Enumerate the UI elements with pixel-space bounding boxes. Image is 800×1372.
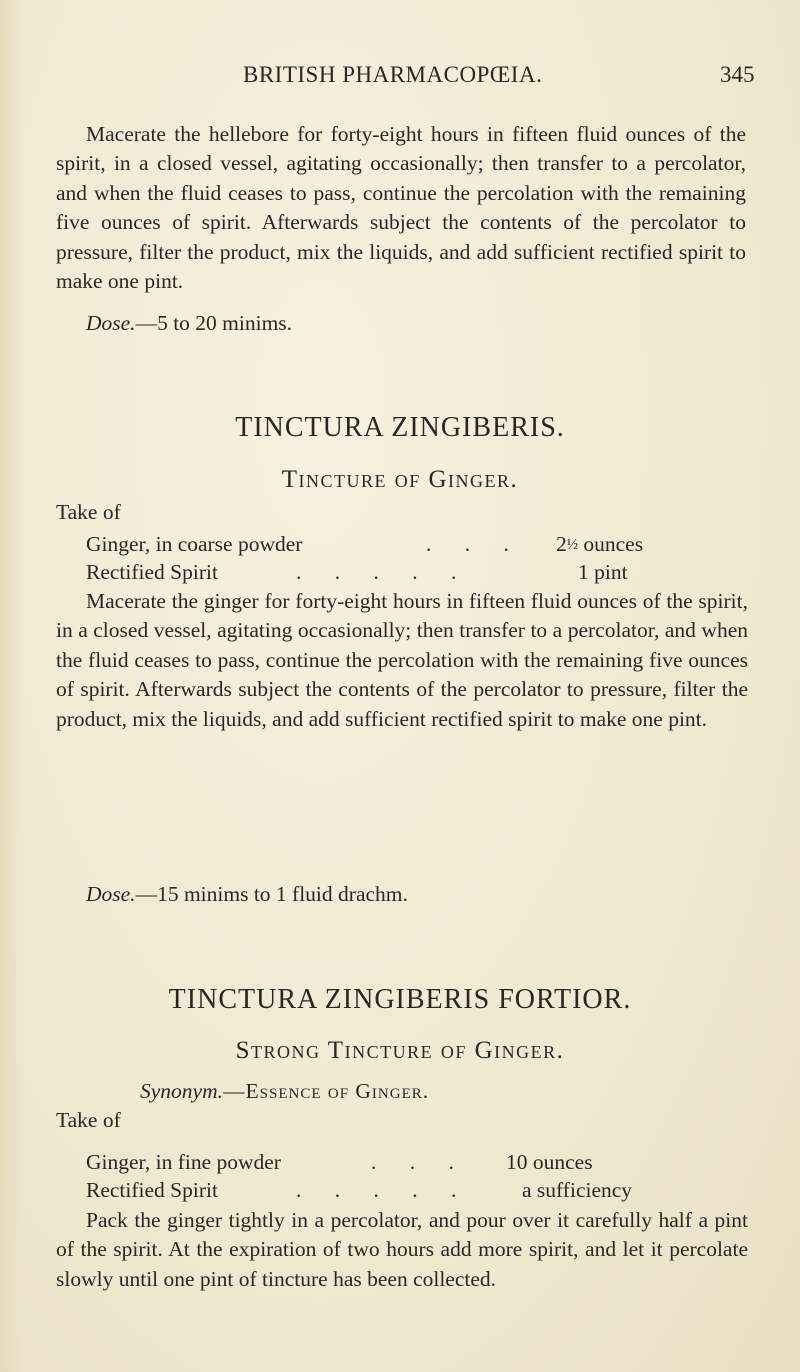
dose-label: Dose.	[86, 311, 136, 335]
take-of-label: Take of	[56, 1108, 121, 1132]
ingredient-quantity	[556, 532, 643, 557]
dose-value: —15 minims to 1 fluid drachm.	[135, 882, 408, 906]
ingredient-quantity: 1 pint	[578, 560, 628, 584]
quantity-whole: 2	[556, 532, 567, 556]
ingredient-row	[86, 560, 706, 590]
page-header	[0, 62, 800, 94]
section-subtitle: Strong Tincture of Ginger.	[235, 1037, 565, 1064]
leader-dots: . . . . .	[296, 1178, 471, 1202]
dose-label: Dose.	[86, 882, 136, 906]
synonym-label: Synonym.	[140, 1079, 223, 1103]
ingredient-row	[86, 1150, 706, 1180]
hellebore-dose	[86, 311, 292, 336]
synonym-value: —Essence of Ginger.	[223, 1079, 430, 1103]
quantity-unit: ounces	[578, 532, 644, 556]
dose-value: —5 to 20 minims.	[135, 311, 293, 335]
ingredient-name: Ginger, in fine powder	[86, 1150, 281, 1174]
leader-dots: . . .	[371, 1150, 468, 1174]
leader-dots: . . .	[426, 532, 523, 556]
section-subtitle: Tincture of Ginger.	[281, 466, 519, 493]
running-head: BRITISH PHARMACOPŒIA.	[243, 62, 543, 87]
ginger-method-paragraph: Macerate the ginger for forty-eight hours in fifteen fluid ounces of the spirit, in a closed vessel, agitating occasionally; then transfer to a percolator, and when the fluid ceases to pass, continue the percolation with the remaining five ounces of spirit. Afterwards subject the contents of the percolator to pressure, filter the product, mix the liquids, and add sufficient rectified spirit to make one pint.	[56, 589, 748, 731]
ingredient-name: Ginger, in coarse powder	[86, 532, 303, 556]
hellebore-method-paragraph: Macerate the hellebore for forty-eight hours in fifteen fluid ounces of the spirit, in a closed vessel, agitating occasionally; then transfer to a percolator, and when the fluid ceases to pass, continue the percolation with the remaining five ounces of spirit. Afterwards subject the contents of the percolator to pressure, filter the product, mix the liquids, and add sufficient rectified spirit to make one pint.	[56, 122, 746, 294]
ingredient-name: Rectified Spirit	[86, 1178, 218, 1202]
ingredient-row	[86, 532, 706, 562]
ingredient-row	[86, 1178, 706, 1208]
page-number: 345	[720, 62, 755, 87]
section-title: TINCTURA ZINGIBERIS FORTIOR.	[168, 984, 632, 1015]
section-title: TINCTURA ZINGIBERIS.	[235, 412, 565, 443]
ingredient-quantity: a sufficiency	[522, 1178, 633, 1202]
ingredient-quantity: 10 ounces	[506, 1150, 593, 1174]
strong-ginger-method-paragraph: Pack the ginger tightly in a percolator, and pour over it carefully half a pint of the spirit. At the expiration of two hours add more spirit, and let it percolate slowly until one pint of tincture has been collected.	[56, 1208, 748, 1291]
quantity-fraction: ½	[566, 537, 578, 553]
leader-dots: . . . . .	[296, 560, 471, 584]
take-of-label: Take of	[56, 500, 121, 524]
synonym-line	[140, 1079, 429, 1104]
page-spine-shadow	[0, 0, 22, 1372]
ingredient-name: Rectified Spirit	[86, 560, 218, 584]
ginger-dose	[86, 882, 408, 907]
